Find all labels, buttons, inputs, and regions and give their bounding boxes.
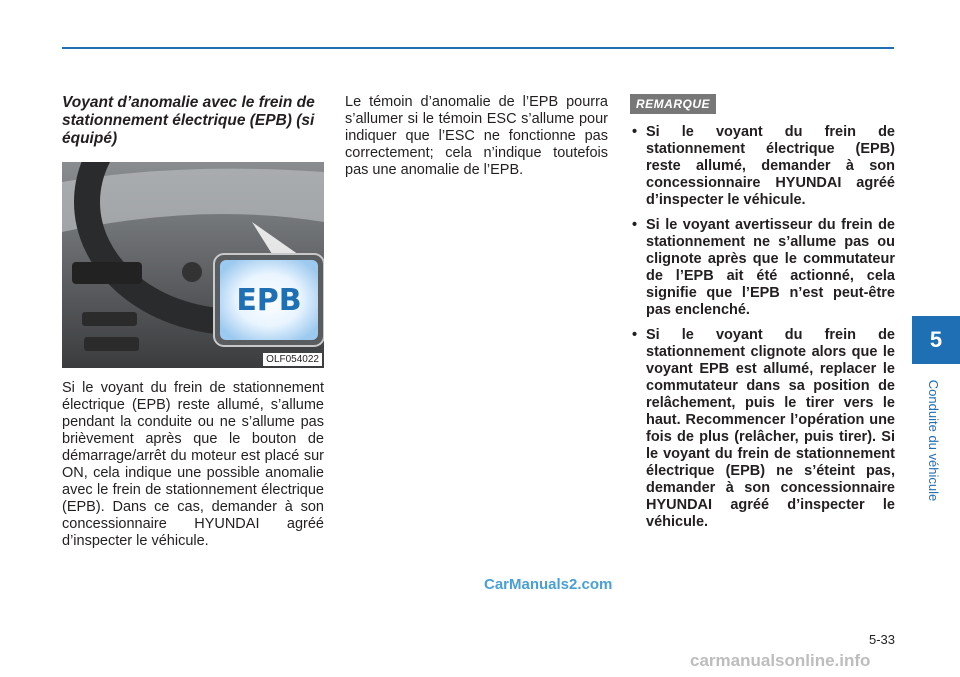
dashboard-illustration	[62, 162, 324, 368]
chapter-title-text: Conduite du véhicule	[926, 379, 942, 501]
chapter-tab: 5	[912, 316, 960, 364]
epb-badge-text: EPB	[236, 283, 302, 318]
chapter-title	[922, 370, 946, 510]
epb-esc-paragraph: Le témoin d’anomalie de l’EPB pourra s’allumer si le témoin ESC s’allume pour indiquer que l’ESC ne fonctionne pas correctement; cela n’indique toutefois pas une anomalie de l’EPB.	[345, 94, 608, 178]
figure-code: OLF054022	[263, 353, 322, 366]
column-right	[630, 94, 895, 539]
remark-item: • Si le voyant avertisseur du frein de stationnement ne s’allume pas ou clignote après que le commutateur de l’EPB ait été actionné, cela signifie que l’EPB n’est peut-être pas enclenché.	[630, 217, 895, 319]
watermark: CarManuals2.com	[484, 576, 613, 593]
column-left	[62, 94, 324, 550]
footer-site-mark: carmanualsonline.info	[690, 651, 871, 670]
remark-item: • Si le voyant du frein de stationnement clignote alors que le voyant EPB est allumé, replacer le commutateur dans sa position de relâchement, puis le tirer vers le haut. Recommencer l’opération une fois de plus (relâcher, puis tirer). Si le voyant du frein de stationnement électrique (EPB) ne s’éteint pas, demander à son concessionnaire HYUNDAI agréé d’inspecter le véhicule.	[630, 327, 895, 531]
section-heading: Voyant d’anomalie avec le frein de stationnement électrique (EPB) (si équipé)	[62, 94, 315, 147]
section-paragraph: Si le voyant du frein de stationnement électrique (EPB) reste allumé, s’allume pendant la conduite ou ne s’allume pas brièvement après que le bouton de démarrage/arrêt du moteur est placé sur ON, cela indique une possible anomalie avec le frein de stationnement électrique (EPB). Dans ce cas, demander à son concessionnaire HYUNDAI agréé d’inspecter le véhicule.	[62, 380, 324, 549]
page-number: 5-33	[868, 632, 895, 647]
column-middle	[345, 94, 608, 179]
remark-label: REMARQUE	[630, 94, 716, 114]
remark-list	[630, 124, 895, 531]
top-rule	[62, 47, 894, 49]
dashboard-figure	[62, 162, 324, 368]
remark-item: • Si le voyant du frein de stationnement électrique (EPB) reste allumé, demander à son concessionnaire HYUNDAI agréé d’inspecter le véhicule.	[630, 124, 895, 209]
